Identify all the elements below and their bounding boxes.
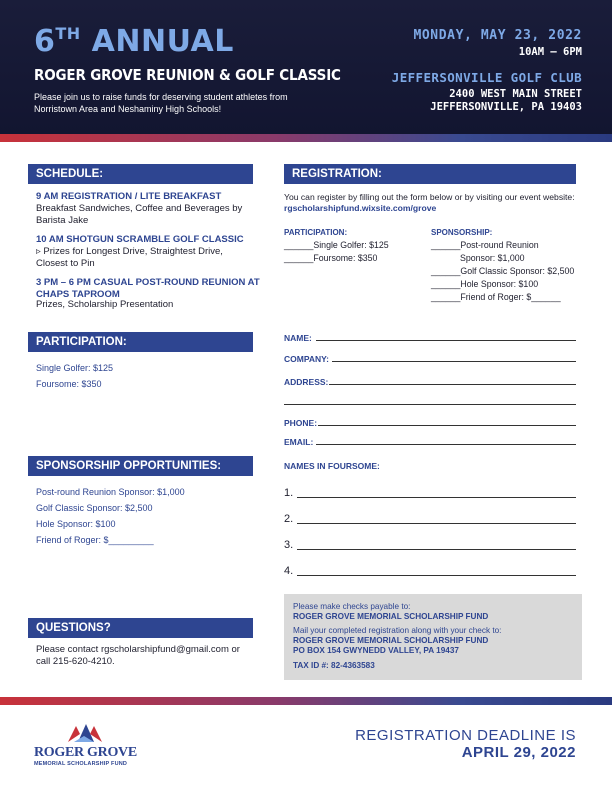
deadline-date: APRIL 29, 2022 — [461, 744, 576, 761]
schedule-heading: SCHEDULE: — [28, 164, 253, 184]
reg-option-hole[interactable]: ______Hole Sponsor: $100 — [431, 279, 539, 289]
foursome-number-2: 2. — [284, 513, 294, 525]
registration-intro — [284, 192, 580, 214]
date-block — [413, 28, 582, 58]
header-banner — [0, 0, 612, 136]
registration-deadline — [355, 727, 576, 761]
address-label: ADDRESS: — [284, 377, 329, 387]
deadline-label: REGISTRATION DEADLINE IS — [355, 727, 576, 744]
venue-block — [392, 70, 582, 114]
logo-name: ROGER GROVE — [34, 745, 137, 760]
participation-heading: PARTICIPATION: — [28, 332, 253, 352]
email-label: EMAIL: — [284, 437, 314, 447]
foursome-name-4-field[interactable] — [297, 575, 576, 576]
mail-name: ROGER GROVE MEMORIAL SCHOLARSHIP FUND — [293, 636, 489, 645]
address-field[interactable] — [329, 384, 576, 385]
schedule-item-3-title: 3 PM – 6 PM CASUAL POST-ROUND REUNION AT CHAPS TAPROOM — [36, 277, 260, 300]
logo-mark-icon — [64, 722, 104, 744]
schedule-item-2-body: ▹ Prizes for Longest Drive, Straightest Drive, Closest to Pin — [36, 246, 223, 269]
tax-id: TAX ID #: 82-4363583 — [293, 661, 375, 670]
address-field-line2[interactable] — [284, 404, 576, 405]
phone-field[interactable] — [318, 425, 576, 426]
foursome-name-1-field[interactable] — [297, 497, 576, 498]
foursome-name-3-field[interactable] — [297, 549, 576, 550]
event-time: 10AM – 6PM — [518, 46, 582, 58]
sponsorship-item-hole: Hole Sponsor: $100 — [36, 519, 116, 529]
schedule-item-1-body: Breakfast Sandwiches, Coffee and Beverages by Barista Jake — [36, 203, 243, 226]
reg-sponsorship-label: SPONSORSHIP: — [431, 228, 493, 237]
company-label: COMPANY: — [284, 354, 330, 364]
schedule-item-2-title: 10 AM SHOTGUN SCRAMBLE GOLF CLASSIC — [36, 234, 244, 245]
mail-label: Mail your completed registration along with your check to: — [293, 626, 502, 635]
payment-info-box — [284, 594, 582, 680]
edition-title: 6TH ANNUAL — [34, 24, 234, 59]
foursome-number-4: 4. — [284, 565, 294, 577]
reg-option-foursome[interactable]: ______Foursome: $350 — [284, 253, 378, 263]
sponsorship-item-friend: Friend of Roger: $_________ — [36, 535, 154, 545]
footer-stripe — [0, 697, 612, 705]
payable-name: ROGER GROVE MEMORIAL SCHOLARSHIP FUND — [293, 612, 489, 621]
event-intro: Please join us to raise funds for deserving student athletes from Norristown Area and Neshaminy High Schools! — [34, 92, 288, 114]
reg-option-friend[interactable]: ______Friend of Roger: $______ — [431, 292, 561, 302]
participation-item-single: Single Golfer: $125 — [36, 363, 114, 373]
reg-participation-label: PARTICIPATION: — [284, 228, 348, 237]
reg-option-single[interactable]: ______Single Golfer: $125 — [284, 240, 389, 250]
participation-item-foursome: Foursome: $350 — [36, 379, 102, 389]
venue-name: JEFFERSONVILLE GOLF CLUB — [391, 70, 582, 85]
foursome-number-3: 3. — [284, 539, 294, 551]
foursome-number-1: 1. — [284, 487, 294, 499]
sponsorship-heading: SPONSORSHIP OPPORTUNITIES: — [28, 456, 253, 476]
logo-subtitle: MEMORIAL SCHOLARSHIP FUND — [34, 761, 128, 767]
scholarship-logo — [34, 722, 144, 767]
venue-address-line1: 2400 WEST MAIN STREET — [449, 88, 582, 100]
name-field[interactable] — [316, 340, 576, 341]
email-field[interactable] — [316, 444, 576, 445]
schedule-item-3-body: Prizes, Scholarship Presentation — [36, 299, 174, 310]
event-title: ROGER GROVE REUNION & GOLF CLASSIC — [34, 66, 341, 84]
foursome-name-2-field[interactable] — [297, 523, 576, 524]
header-stripe — [0, 134, 612, 142]
registration-heading: REGISTRATION: — [284, 164, 576, 184]
questions-heading: QUESTIONS? — [28, 618, 253, 638]
foursome-label: NAMES IN FOURSOME: — [284, 461, 380, 471]
sponsorship-item-reunion: Post-round Reunion Sponsor: $1,000 — [36, 487, 185, 497]
registration-intro-text: You can register by filling out the form below or by visiting our event website: — [284, 192, 575, 202]
sponsorship-item-golf: Golf Classic Sponsor: $2,500 — [36, 503, 153, 513]
event-date: MONDAY, MAY 23, 2022 — [413, 28, 582, 43]
schedule-item-1-title: 9 AM REGISTRATION / LITE BREAKFAST — [36, 191, 222, 202]
questions-body: Please contact rgscholarshipfund@gmail.com or call 215-620-4210. — [36, 644, 240, 667]
phone-label: PHONE: — [284, 418, 318, 428]
name-label: NAME: — [284, 333, 312, 343]
payable-label: Please make checks payable to: — [293, 602, 411, 611]
venue-address-line2: JEFFERSONVILLE, PA 19403 — [430, 101, 582, 113]
mail-address: PO BOX 154 GWYNEDD VALLEY, PA 19437 — [293, 646, 459, 655]
reg-option-golf[interactable]: ______Golf Classic Sponsor: $2,500 — [431, 266, 575, 276]
registration-website-link[interactable]: rgscholarshipfund.wixsite.com/grove — [284, 203, 437, 213]
company-field[interactable] — [332, 361, 576, 362]
reg-option-reunion[interactable]: ______Post-round Reunion — [431, 240, 539, 250]
reg-option-reunion-amount: Sponsor: $1,000 — [460, 253, 525, 263]
